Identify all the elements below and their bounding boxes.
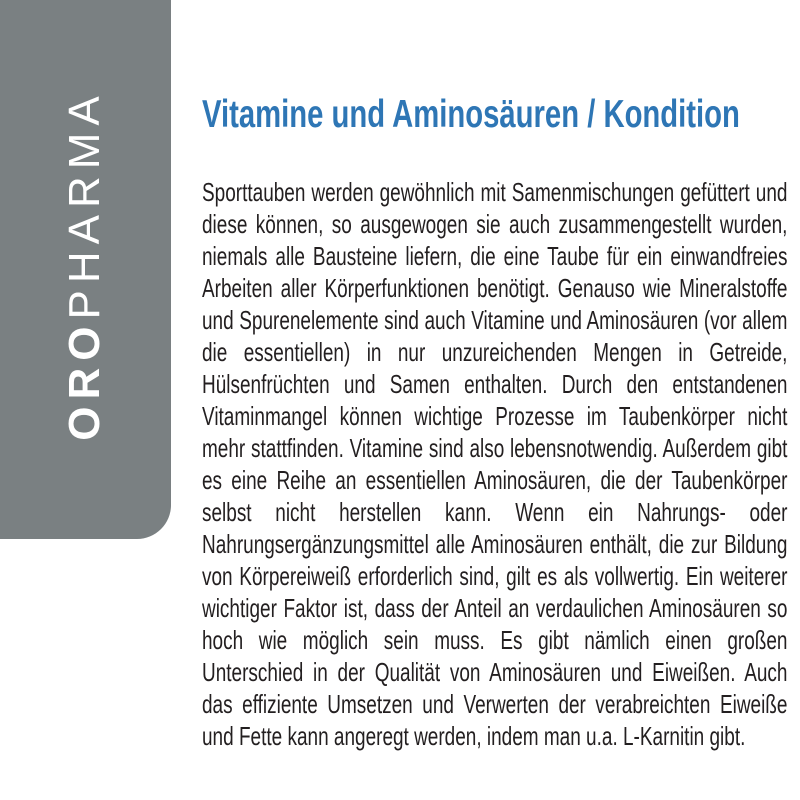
brand-logo bbox=[55, 75, 115, 455]
brand-sidebar bbox=[0, 0, 171, 539]
brand-logo-pharma: PHARMA bbox=[60, 89, 109, 320]
body-paragraph: Sporttauben werden gewöhnlich mit Samenmischungen gefüttert und diese können, so ausgewogen sie auch zusammengestellt wurden, niemals alle Bausteine liefern, die eine Taube für ein einwandfreies Arbeiten aller Körperfunktionen benötigt. Genauso wie Mineralstoffe und Spurenelemente sind auch Vitamine und Aminosäuren (vor allem die essentiellen) in nur unzureichenden Mengen in Getreide, Hülsenfrüchten und Samen enthalten. Durch den entstandenen Vitaminmangel können wichtige Prozesse im Taubenkörper nicht mehr stattfinden. Vitamine sind also lebensnotwendig. Außerdem gibt es eine Reihe an essentiellen Aminosäuren, die der Taubenkörper selbst nicht herstellen kann. Wenn ein Nahrungs- oder Nahrungsergänzungsmittel alle Aminosäuren enthält, die zur Bildung von Körpereiweiß erforderlich sind, gilt es als vollwertig. Ein weiterer wichtiger Faktor ist, dass der Anteil an verdaulichen Aminosäuren so hoch wie möglich sein muss. Es gibt nämlich einen großen Unterschied in der Qualität von Aminosäuren und Eiweißen. Auch das effiziente Umsetzen und Verwerten der verabreichten Eiweiße und Fette kann angeregt werden, indem man u.a. L-Karnitin gibt. bbox=[202, 177, 788, 751]
page-title: Vitamine und Aminosäuren / Kondition bbox=[202, 93, 740, 136]
brand-logo-oro: ORO bbox=[60, 319, 109, 441]
